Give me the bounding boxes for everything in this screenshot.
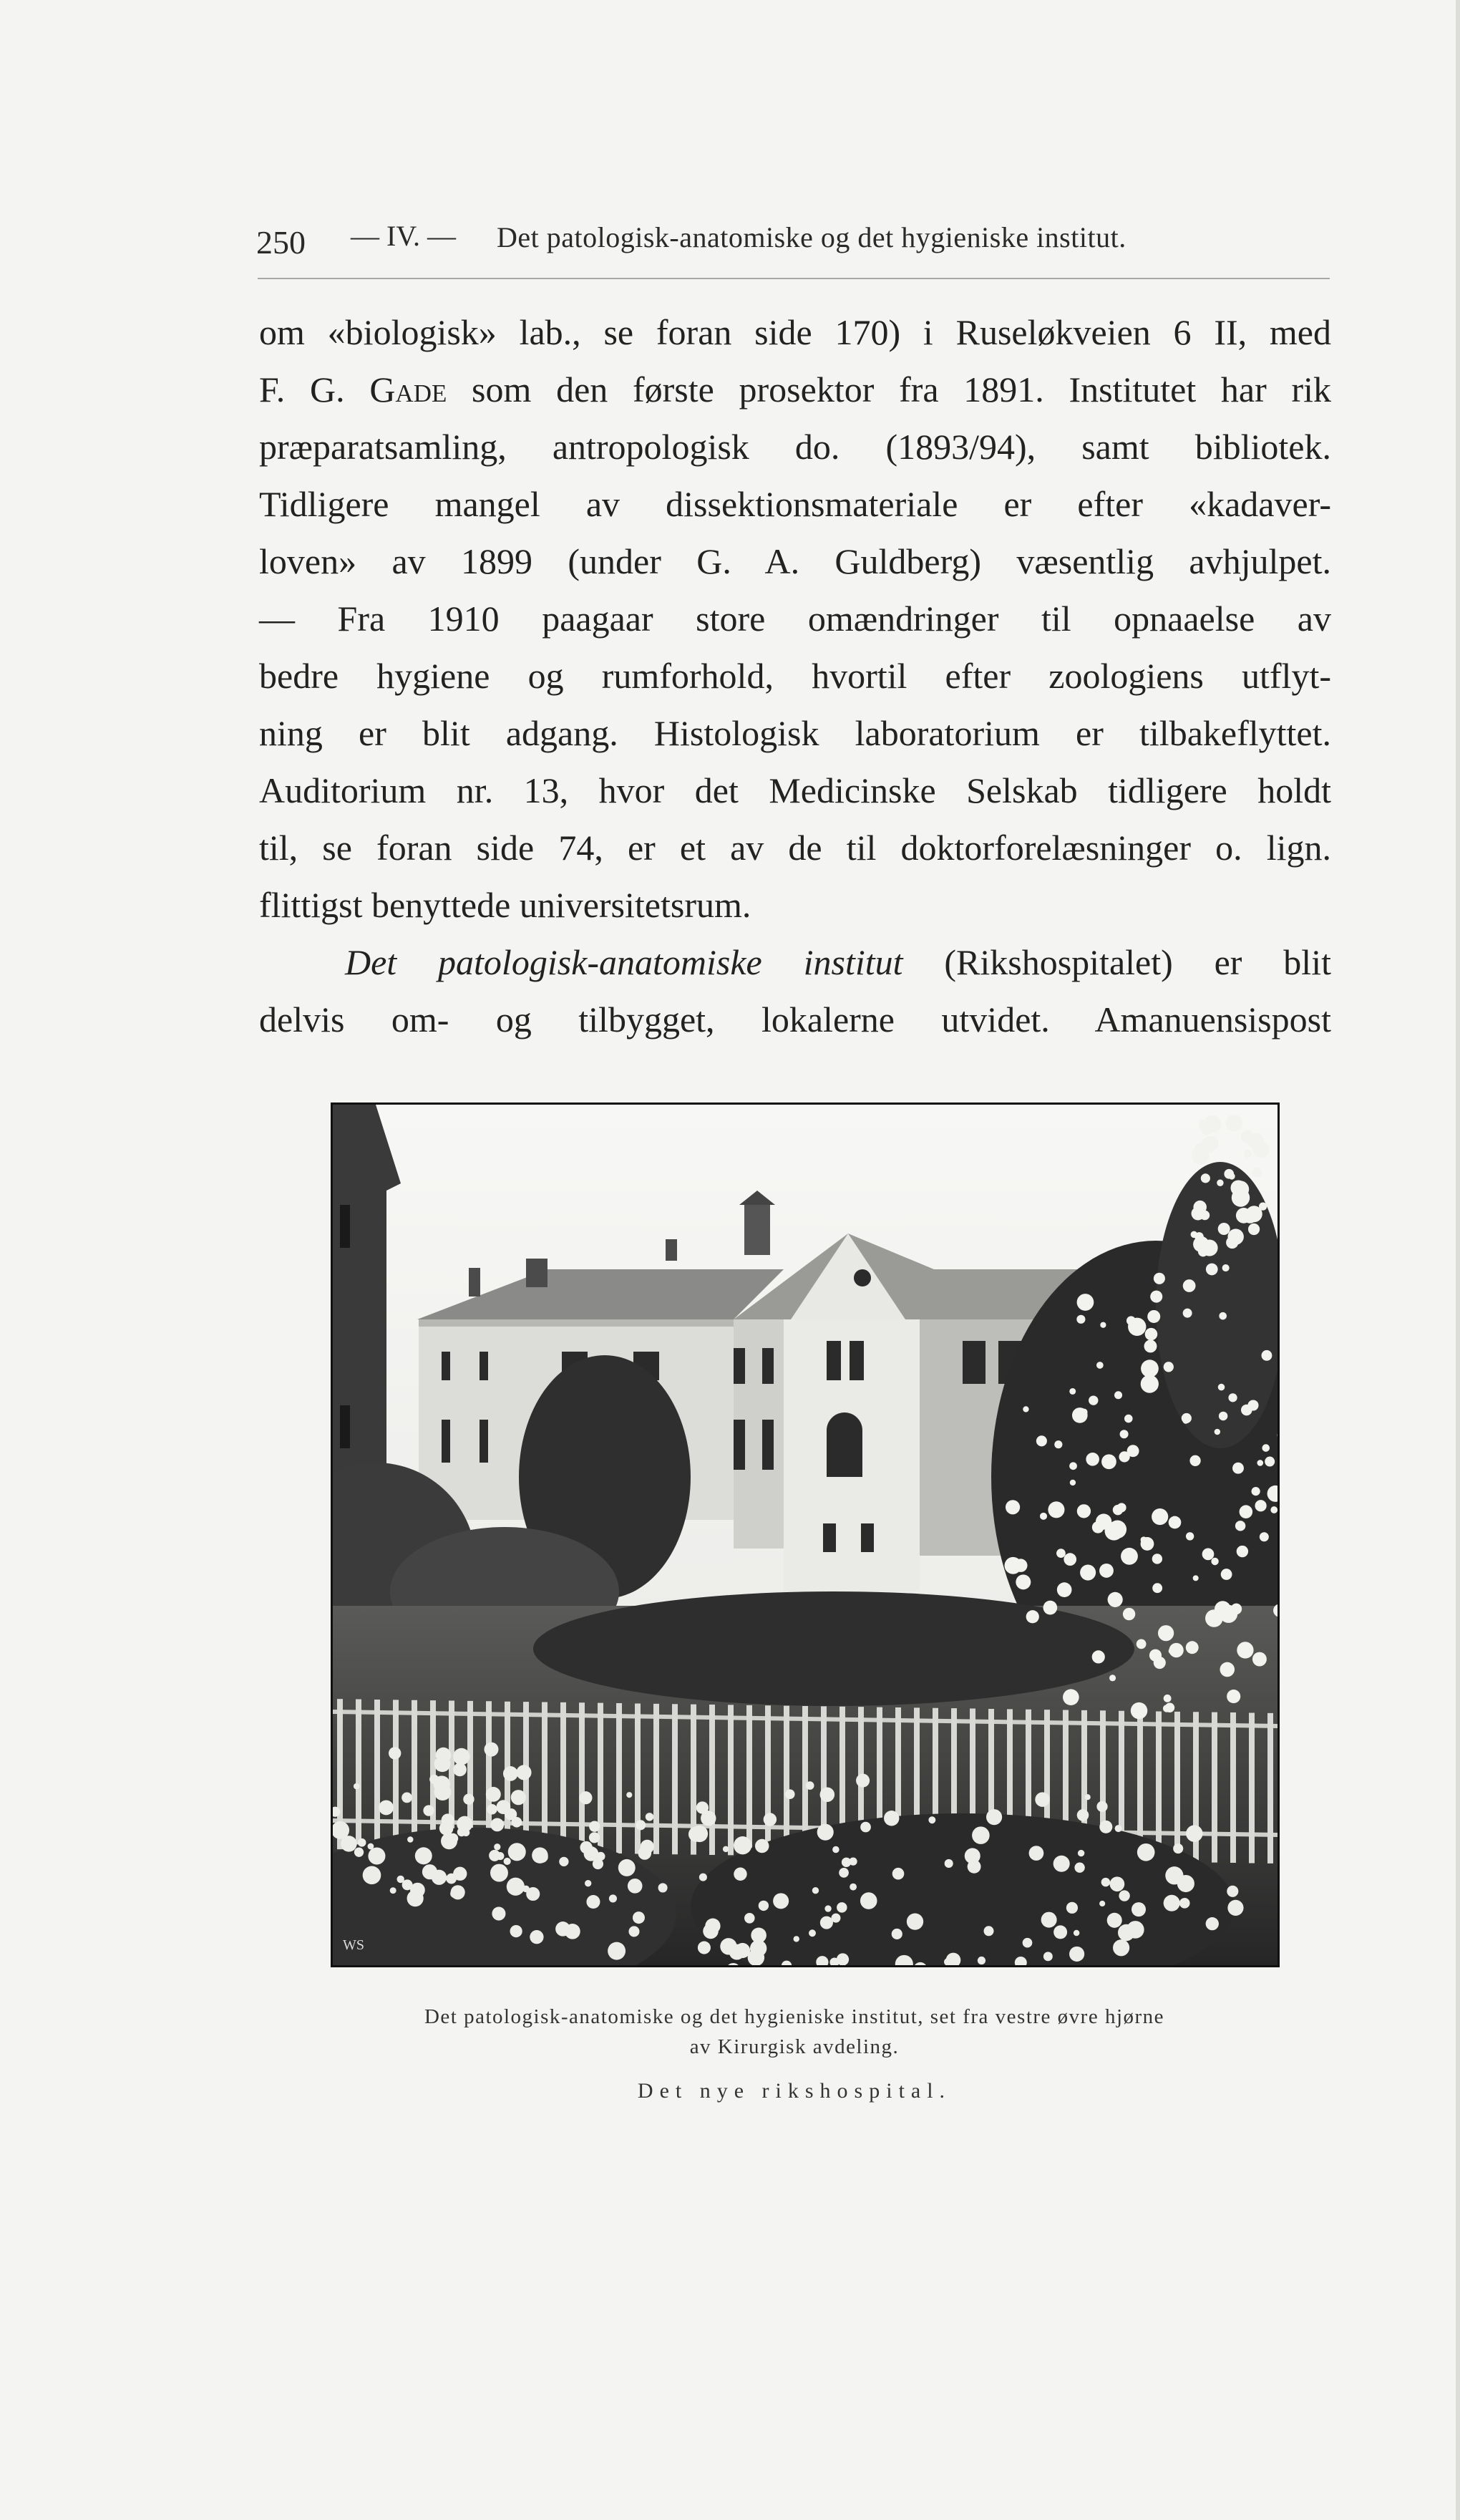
chapter-number: — IV. — bbox=[351, 220, 457, 252]
text-line: ning er blit adgang. Histologisk laboratorium er tilbakeflyttet. bbox=[259, 713, 1331, 753]
text-line: præparatsamling, antropologisk do. (1893/94), samt bibliotek. bbox=[259, 427, 1331, 467]
author-name: Gade bbox=[369, 369, 447, 410]
text-line: om «biologisk» lab., se foran side 170) i Ruseløkveien 6 II, med bbox=[259, 312, 1331, 352]
photo-source: Det nye rikshospital. bbox=[637, 2079, 952, 2103]
header-rule bbox=[258, 278, 1330, 279]
text-line: loven» av 1899 (under G. A. Guldberg) væsentlig avhjulpet. bbox=[259, 541, 1331, 581]
page-edge bbox=[1456, 0, 1460, 2520]
text-line: Auditorium nr. 13, hvor det Medicinske Selskab tidligere holdt bbox=[259, 770, 1331, 810]
institute-name: Det patologisk-anatomiske institut bbox=[345, 942, 903, 982]
caption-line: av Kirurgisk avdeling. bbox=[689, 2035, 900, 2058]
text-line: til, se foran side 74, er et av de til doktorforelæsninger o. lign. bbox=[259, 828, 1331, 868]
text-line: F. G. Gade som den første prosektor fra 1891. Institutet har rik bbox=[259, 369, 1331, 410]
text-line: Det patologisk-anatomiske institut (Rikshospitalet) er blit bbox=[345, 942, 1331, 982]
caption-line: Det patologisk-anatomiske og det hygieniske institut, set fra vestre øvre hjørne bbox=[424, 2005, 1165, 2028]
institute-photograph bbox=[331, 1102, 1280, 1967]
running-title: Det patologisk-anatomiske og det hygieniske institut. bbox=[497, 221, 1126, 253]
text-line: Tidligere mangel av dissektionsmateriale er efter «kadaver- bbox=[259, 484, 1331, 524]
text-line: delvis om- og tilbygget, lokalerne utvidet. Amanuensispost bbox=[259, 999, 1331, 1040]
body-text bbox=[259, 304, 1331, 1048]
page-number: 250 bbox=[256, 224, 306, 261]
text-line: flittigst benyttede universitetsrum. bbox=[259, 885, 751, 925]
running-header bbox=[256, 219, 1330, 262]
photo-caption bbox=[258, 2002, 1331, 2062]
text-line: — Fra 1910 paagaar store omændringer til opnaaelse av bbox=[259, 598, 1331, 639]
text-line: bedre hygiene og rumforhold, hvortil efter zoologiens utflyt- bbox=[259, 656, 1331, 696]
photographer-signature: WS bbox=[343, 1937, 364, 1953]
